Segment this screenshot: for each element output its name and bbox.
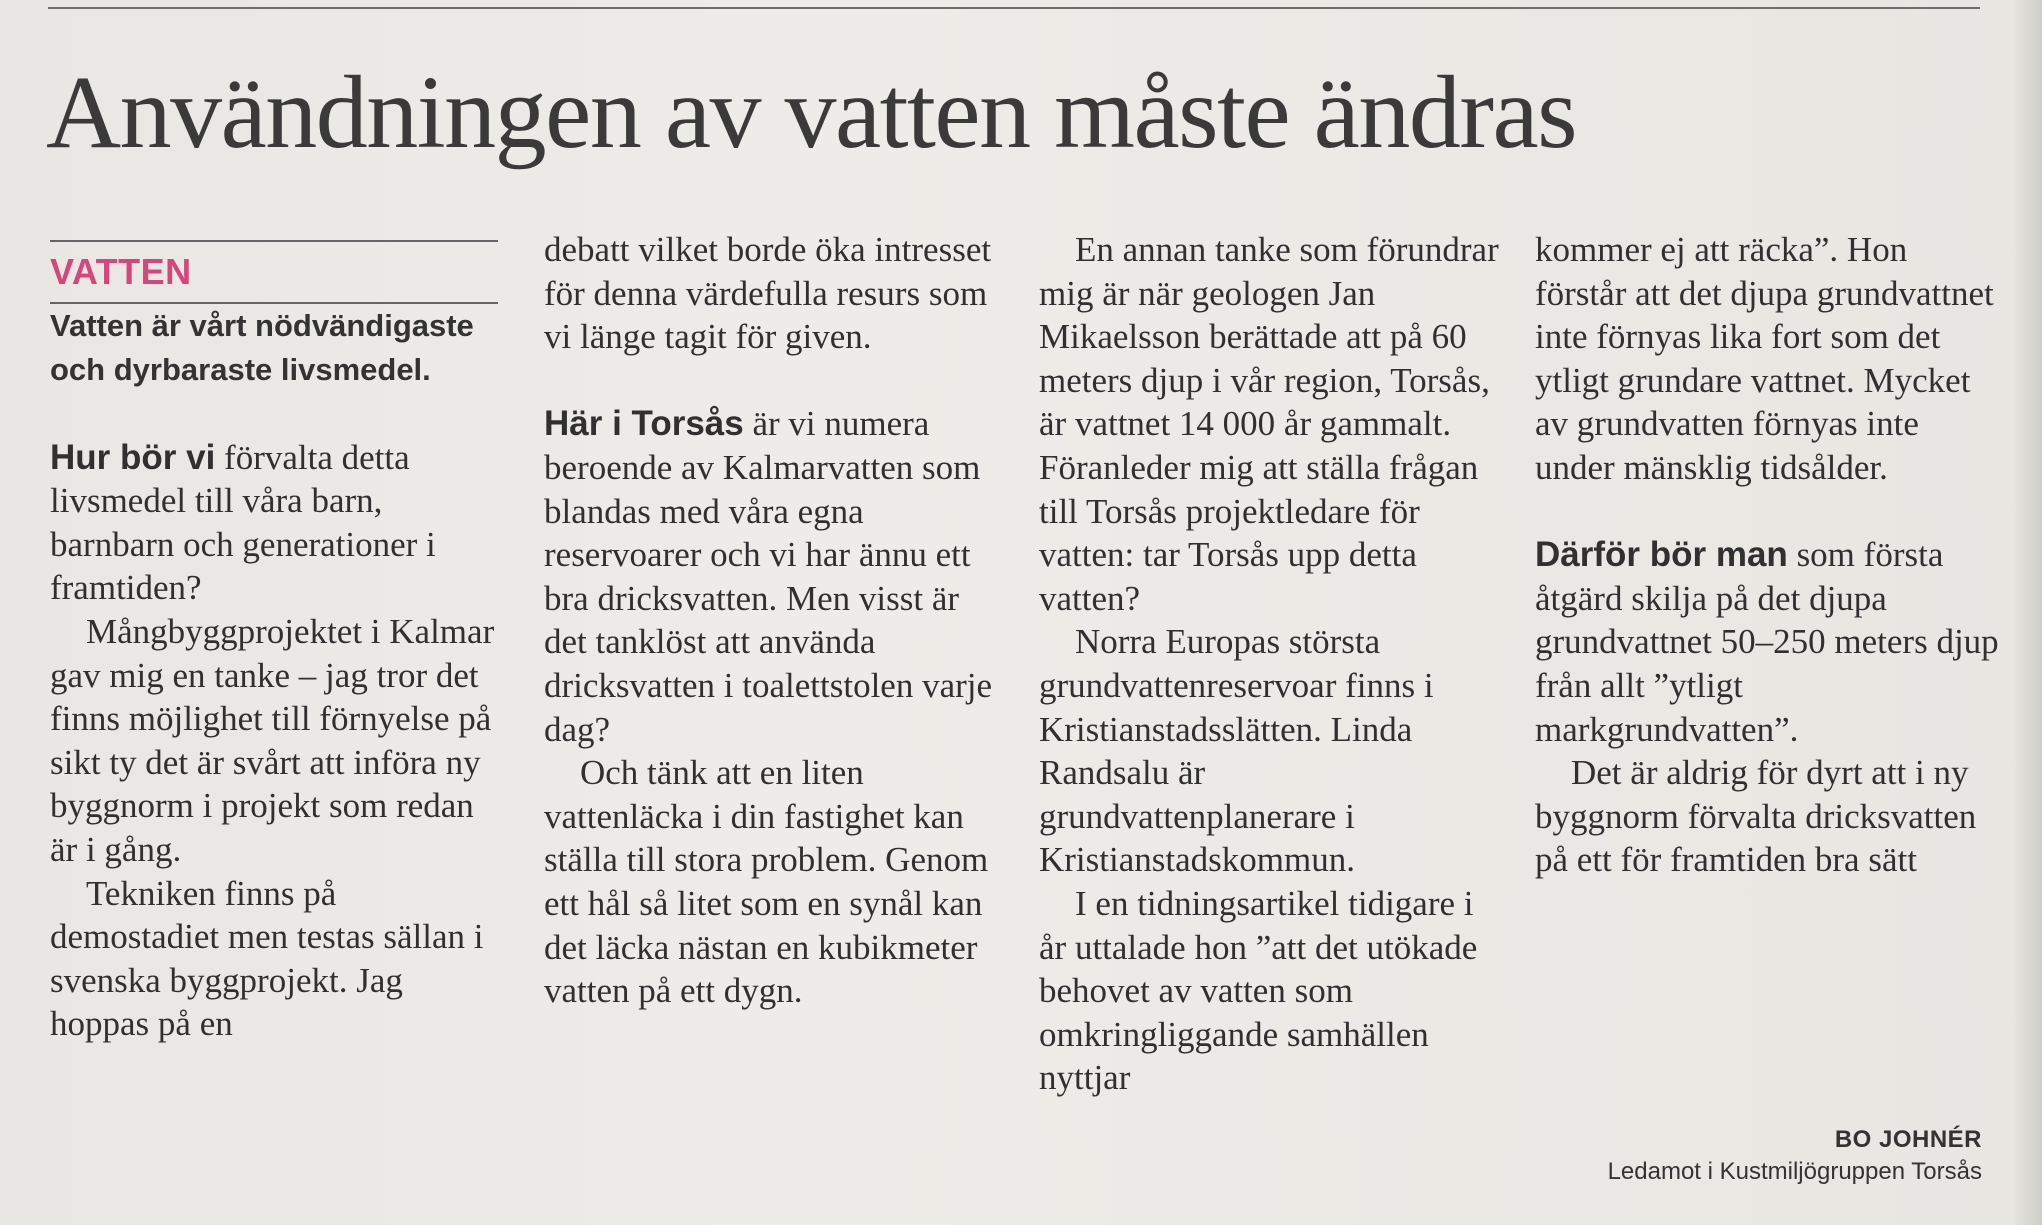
byline-author: BO JOHNÉR <box>1834 1126 1982 1153</box>
lead-in: Därför bör man <box>1535 535 1788 575</box>
paragraph-text: förvalta detta livsmedel till våra barn, barnbarn och generationer i framtiden? <box>50 437 436 608</box>
lead-in: Hur bör vi <box>50 437 216 477</box>
top-rule <box>48 7 1980 9</box>
lead-in: Här i Torsås <box>544 404 744 444</box>
section-kicker: VATTEN <box>50 251 192 292</box>
paragraph <box>50 436 500 610</box>
column-2 <box>544 228 1009 1013</box>
column-1 <box>50 240 500 1046</box>
paragraph: En annan tanke som förundrar mig är när geologen Jan Mikaelsson berättade att på 60 meters djup i vår region, Torsås, är vattnet 14 000 år gammalt. Föranleder mig att ställa frågan till Torsås projektledare för vatten: tar Torsås upp detta vatten? <box>1039 230 1499 618</box>
paragraph <box>544 402 1009 751</box>
paragraph: Mångbyggprojektet i Kalmar gav mig en tanke – jag tror det finns möjlighet till förnyelse på sikt ty det är svårt att införa ny byggnorm i projekt som redan är i gång. <box>50 611 495 869</box>
paragraph: Det är aldrig för dyrt att i ny byggnorm förvalta dricksvatten på ett för framtiden bra sätt <box>1535 753 1977 880</box>
paragraph-text: är vi numera beroende av Kalmarvatten som blandas med våra egna reservoarer och vi har ännu ett bra dricksvatten. Men visst är det tanklöst att använda dricksvatten i toalettstolen varje dag? <box>544 404 993 749</box>
paragraph-text: som första åtgärd skilja på det djupa grundvattnet 50–250 meters djup från allt ”ytligt markgrundvatten”. <box>1535 535 1999 749</box>
column-3 <box>1039 228 1504 1100</box>
paragraph: I en tidningsartikel tidigare i år uttalade hon ”att det utökade behovet av vatten som omkringliggande samhällen nyttjar <box>1039 883 1478 1098</box>
paragraph: kommer ej att räcka”. Hon förstår att det djupa grundvattnet inte förnyas lika fort som det ytligt grundare vattnet. Mycket av grundvatten förnyas inte under mänsklig tidsålder. <box>1535 230 1994 487</box>
headline: Användningen av vatten måste ändras <box>46 55 1577 170</box>
paragraph <box>1535 533 2000 751</box>
byline-block <box>1608 1124 1982 1188</box>
paragraph: Norra Europas största grundvattenreservoar finns i Kristianstadsslätten. Linda Randsalu är grundvattenplanerare i Kristianstadskommun. <box>1039 622 1434 880</box>
page-edge-shadow <box>2012 0 2042 1225</box>
column-4 <box>1535 228 2000 882</box>
paragraph: Tekniken finns på demostadiet men testas sällan i svenska byggprojekt. Jag hoppas på en <box>50 873 484 1044</box>
ingress: Vatten är vårt nödvändigaste och dyrbaraste livsmedel. <box>50 308 474 387</box>
byline-role: Ledamot i Kustmiljögruppen Torsås <box>1607 1158 1982 1185</box>
paragraph: debatt vilket borde öka intresset för denna värdefulla resurs som vi länge tagit för given. <box>544 230 992 357</box>
paragraph: Och tänk att en liten vattenläcka i din fastighet kan ställa till stora problem. Genom ett hål så litet som en synål kan det läcka nästan en kubikmeter vatten på ett dygn. <box>544 753 989 1011</box>
